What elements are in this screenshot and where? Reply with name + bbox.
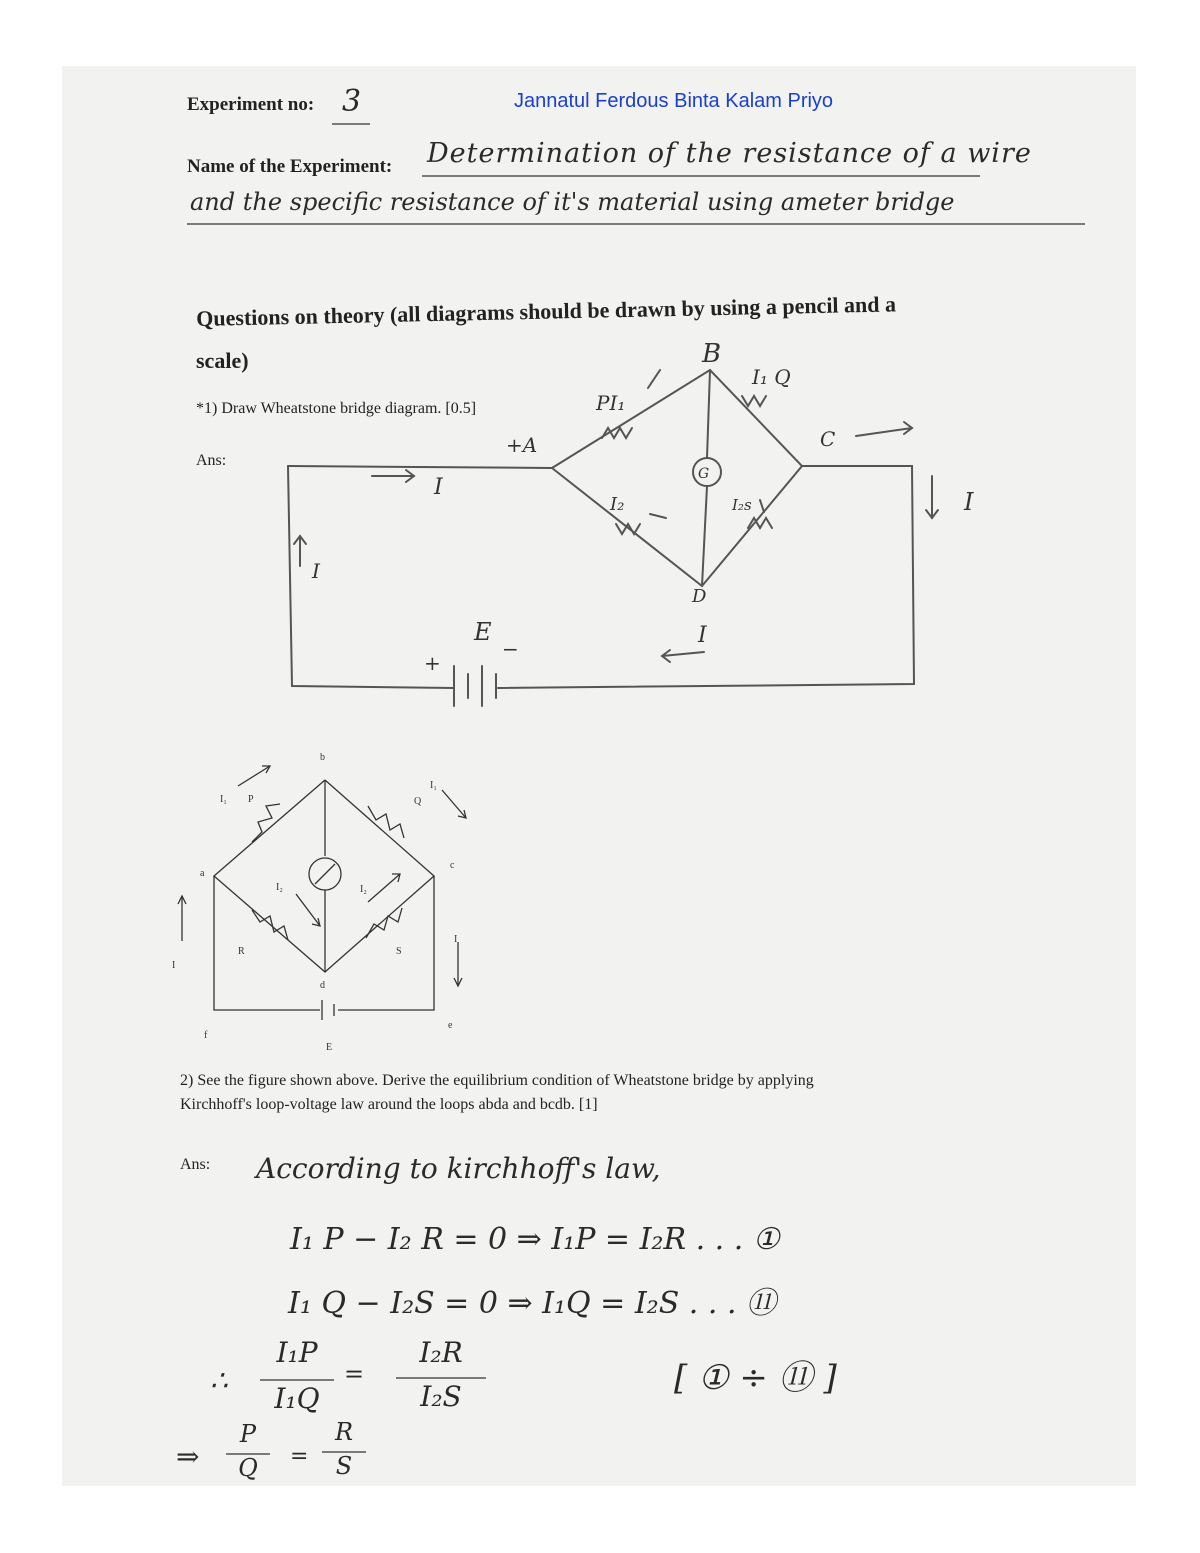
figure-label-d: d bbox=[320, 980, 325, 991]
question-2-line2: Kirchhoff's loop-voltage law around the loops abda and bcdb. [1] bbox=[180, 1096, 598, 1113]
implies-symbol: ⇒ bbox=[176, 1440, 200, 1473]
sketch-label-i2: I₂ bbox=[610, 494, 625, 515]
answer-line-3: I₁ Q − I₂S = 0 ⇒ I₁Q = I₂S . . . ⑪ bbox=[288, 1286, 777, 1321]
fraction-3-denominator: Q bbox=[238, 1454, 258, 1482]
figure-label-e: e bbox=[448, 1020, 453, 1031]
fraction-equals-2: = bbox=[290, 1444, 309, 1469]
sketch-label-d: D bbox=[692, 586, 707, 607]
therefore-symbol: ∴ bbox=[210, 1364, 228, 1397]
figure-label-b: b bbox=[320, 752, 325, 763]
sketch-label-i2s: I₂s bbox=[732, 496, 752, 514]
figure-label-q: Q bbox=[414, 796, 422, 807]
sketch-label-c: C bbox=[820, 427, 836, 451]
sketch-current-left: I bbox=[312, 559, 320, 583]
printed-wheatstone-figure bbox=[62, 66, 1136, 1066]
figure-label-a: a bbox=[200, 868, 205, 879]
figure-label-i1-right: I₁ bbox=[430, 780, 437, 791]
fraction-2-numerator: I₂R bbox=[419, 1336, 463, 1369]
figure-label-c: c bbox=[450, 860, 455, 871]
student-name: Jannatul Ferdous Binta Kalam Priyo bbox=[514, 90, 834, 112]
experiment-name-line1: Determination of the resistance of a wire bbox=[427, 138, 1032, 169]
sketch-battery-minus: − bbox=[502, 637, 519, 661]
experiment-name-line2: and the specific resistance of it's material using ameter bridge bbox=[190, 188, 955, 216]
fraction-1-numerator: I₁P bbox=[276, 1336, 318, 1369]
figure-label-i2-right: I₂ bbox=[360, 884, 367, 895]
fraction-equals-1: = bbox=[344, 1360, 365, 1388]
section-title-line1: Questions on theory (all diagrams should be drawn by using a pencil and a bbox=[196, 291, 897, 331]
figure-label-r: R bbox=[238, 946, 245, 957]
question-2-line1: 2) See the figure shown above. Derive the equilibrium condition of Wheatstone bridge by applying bbox=[180, 1072, 814, 1089]
fraction-4-denominator: S bbox=[335, 1452, 353, 1480]
figure-label-i-left: I bbox=[172, 960, 176, 971]
figure-label-s: S bbox=[396, 946, 402, 957]
sketch-current-right: I bbox=[964, 488, 974, 516]
sketch-galvanometer-label: G bbox=[698, 466, 710, 482]
sketch-label-a: +A bbox=[506, 433, 538, 457]
sketch-label-i1-q: I₁ Q bbox=[752, 365, 791, 389]
sketch-current-bottom: I bbox=[698, 623, 707, 648]
answer-line-1: According to kirchhoff's law, bbox=[256, 1152, 661, 1185]
question-1: *1) Draw Wheatstone bridge diagram. [0.5] bbox=[196, 400, 477, 417]
figure-label-f: f bbox=[204, 1030, 208, 1041]
fraction-3-numerator: P bbox=[239, 1420, 257, 1448]
sketch-label-p-i1: PI₁ bbox=[596, 391, 626, 415]
figure-label-i2-left: I₂ bbox=[276, 882, 283, 893]
answer-line-2: I₁ P − I₂ R = 0 ⇒ I₁P = I₂R . . . ① bbox=[290, 1222, 780, 1257]
sketch-label-b: B bbox=[702, 339, 722, 369]
sketch-current-top: I bbox=[434, 475, 443, 500]
figure-label-i1-left: I₁ bbox=[220, 794, 227, 805]
experiment-number-label: Experiment no: bbox=[187, 94, 315, 115]
section-title-line2: scale) bbox=[196, 348, 249, 373]
division-note: [ ① ÷ ⑪ ] bbox=[674, 1358, 837, 1398]
question-2-answer-label: Ans: bbox=[180, 1156, 211, 1173]
sketch-label-e: E bbox=[474, 618, 492, 646]
experiment-name-label: Name of the Experiment: bbox=[187, 156, 393, 177]
fraction-2-denominator: I₂S bbox=[420, 1380, 462, 1413]
figure-label-i-right: I bbox=[454, 934, 458, 945]
fraction-1-denominator: I₁Q bbox=[274, 1382, 320, 1415]
figure-label-p: P bbox=[248, 794, 254, 805]
experiment-number-value: 3 bbox=[342, 84, 362, 119]
fraction-4-numerator: R bbox=[334, 1418, 354, 1446]
sketch-battery-plus: + bbox=[424, 651, 441, 675]
worksheet-page bbox=[62, 66, 1136, 1486]
question-1-answer-label: Ans: bbox=[196, 452, 227, 469]
figure-label-e-battery: E bbox=[326, 1042, 333, 1053]
